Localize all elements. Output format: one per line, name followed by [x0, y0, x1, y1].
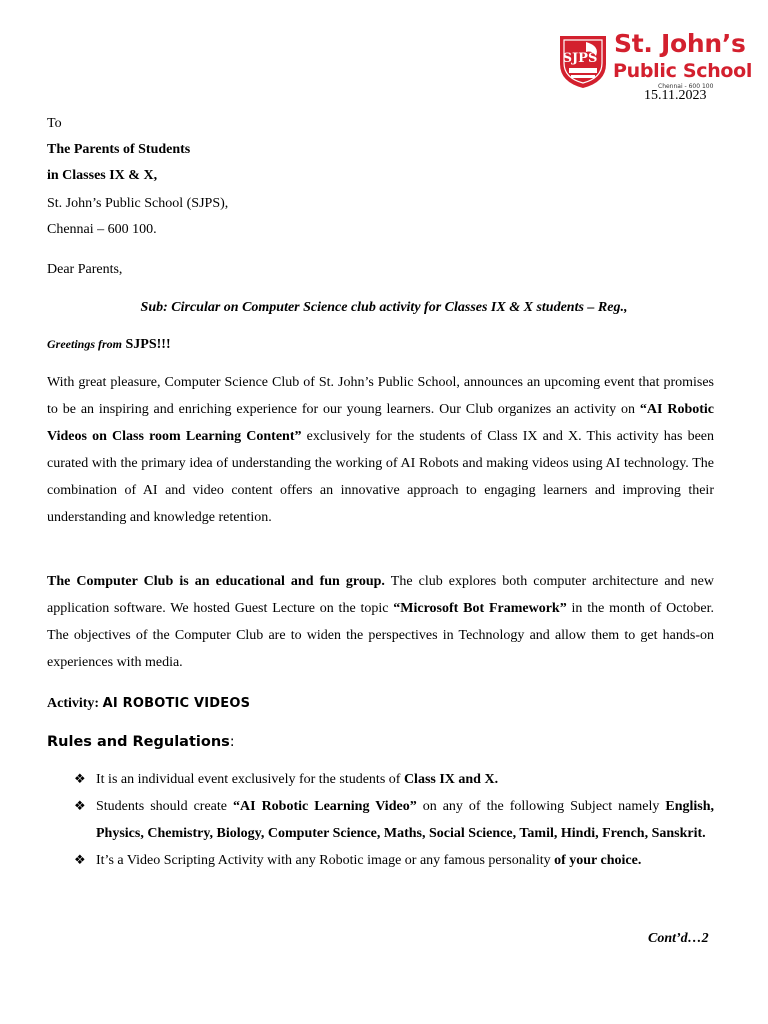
school-name-line2: Public School	[613, 60, 753, 82]
diamond-bullet-icon: ❖	[74, 772, 86, 787]
continued-note: Cont’d…2	[648, 931, 709, 946]
greeting-rest: SJPS!!!	[122, 337, 171, 352]
rules-heading-colon: :	[229, 734, 235, 750]
greeting	[47, 337, 171, 353]
address-to: To	[47, 116, 62, 131]
circular-date: 15.11.2023	[644, 88, 707, 103]
rules-heading-text: Rules and Regulations	[47, 734, 230, 750]
address-line3: St. John’s Public School (SJPS),	[47, 196, 229, 211]
rule-item	[74, 793, 714, 847]
school-city: Chennai - 600 100	[658, 83, 714, 90]
rule-text: Students should create	[96, 799, 233, 814]
activity-label: Activity:	[47, 696, 103, 711]
intro-text-start: With great pleasure, Computer Science Club of St. John’s Public School, announces an upcoming event that promises to be an inspiring and enriching experience for our young learners. Our Club organizes an activity on	[47, 375, 714, 417]
activity-title: AI ROBOTIC VIDEOS	[102, 696, 251, 711]
address-line1: The Parents of Students	[47, 142, 191, 157]
address-line4: Chennai – 600 100.	[47, 222, 157, 237]
greeting-script: Greetings from	[47, 337, 122, 351]
subject-line: Sub: Circular on Computer Science club activity for Classes IX & X students – Reg.,	[140, 300, 628, 315]
address-line2: in Classes IX & X,	[47, 168, 158, 183]
rule-text-after: on any of the following Subject namely	[416, 799, 666, 814]
rule-bold: of your choice.	[554, 853, 642, 868]
club-paragraph	[47, 568, 714, 676]
school-name-line1: St. John’s	[614, 29, 746, 58]
rule-item	[74, 766, 714, 793]
school-logo	[556, 30, 756, 92]
rule-subjects: English, Physics, Chemistry, Biology, Computer Science, Maths, Social Science, Tamil, Hindi, French, Sanskrit.	[96, 799, 715, 841]
salutation: Dear Parents,	[47, 262, 123, 277]
intro-text-end: exclusively for the students of Class IX and X. This activity has been curated with the primary idea of understanding the working of AI Robots and making videos using AI technology. The combination of AI and video content offers an innovative approach to engaging learners and improving their understanding and knowledge retention.	[47, 429, 714, 525]
rules-heading	[47, 734, 235, 750]
diamond-bullet-icon: ❖	[74, 853, 86, 868]
rule-bold: “AI Robotic Learning Video”	[233, 799, 417, 814]
activity-line	[47, 696, 250, 712]
club-text-end: in the month of October. The objectives of the Computer Club are to widen the perspectives in Technology and allow them to get hands-on experiences with media.	[47, 601, 714, 670]
emblem-letters: SJPS	[562, 51, 598, 66]
rules-list	[74, 766, 714, 874]
diamond-bullet-icon: ❖	[74, 799, 86, 814]
rule-text: It’s a Video Scripting Activity with any Robotic image or any famous personality	[96, 853, 555, 868]
club-text-middle: The club explores both computer architecture and new application software. We hosted Guest Lecture on the topic	[47, 574, 714, 616]
rule-item	[74, 847, 714, 874]
rule-text: It is an individual event exclusively for the students of	[96, 772, 404, 787]
rule-bold: Class IX and X.	[403, 772, 499, 787]
activity-name-highlight: “AI Robotic Videos on Class room Learning Content”	[47, 402, 714, 444]
school-emblem-icon	[556, 32, 610, 90]
club-lead: The Computer Club is an educational and fun group.	[47, 574, 385, 589]
lecture-topic-highlight: “Microsoft Bot Framework”	[393, 601, 567, 616]
intro-paragraph	[47, 369, 714, 531]
